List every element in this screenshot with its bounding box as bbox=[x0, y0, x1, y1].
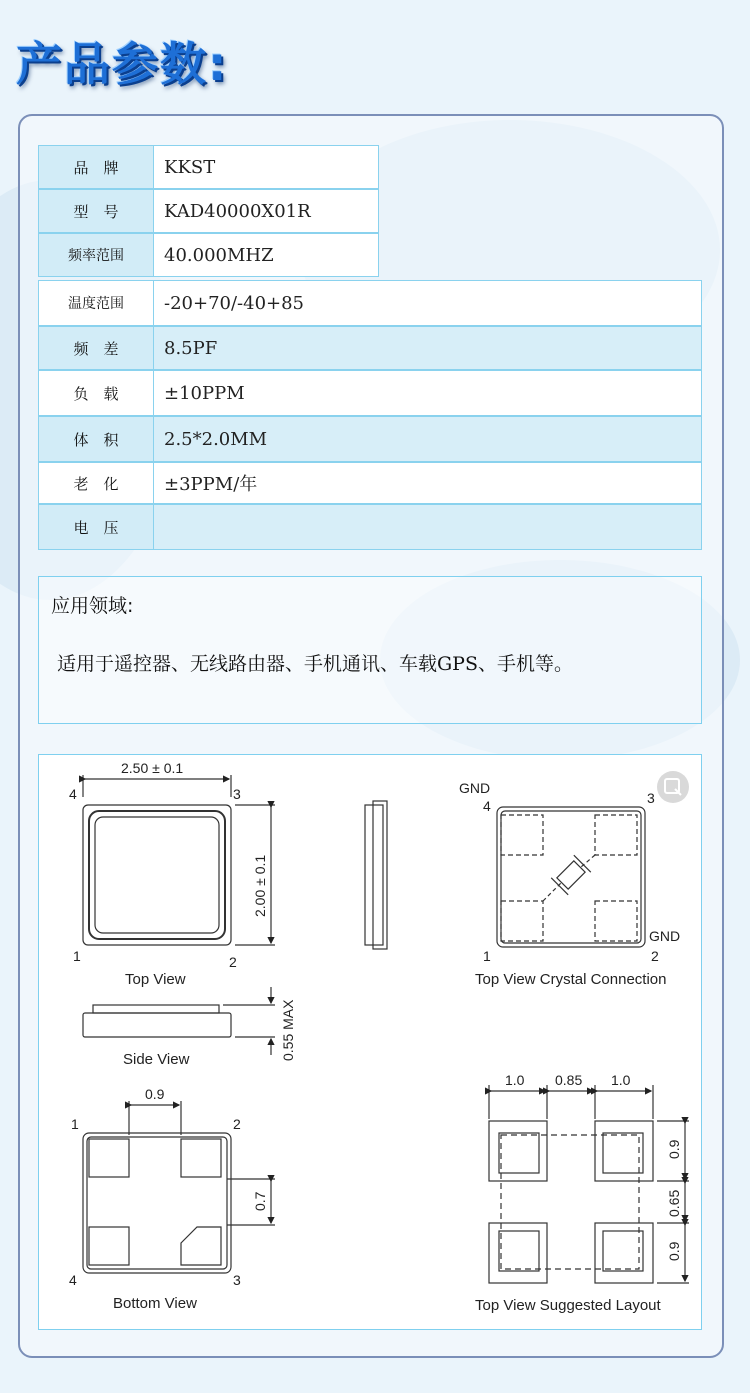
side-view-caption: Side View bbox=[123, 1051, 190, 1068]
spec-label: 体 积 bbox=[38, 416, 154, 462]
spec-label: 品 牌 bbox=[38, 145, 154, 189]
spec-value: KAD40000X01R bbox=[154, 189, 379, 233]
gnd-label: GND bbox=[459, 780, 491, 796]
layout-dim: 0.9 bbox=[666, 1139, 682, 1159]
spec-row-frequency bbox=[38, 233, 379, 277]
spec-label: 频率范围 bbox=[38, 233, 154, 277]
side-view bbox=[83, 987, 275, 1055]
spec-value: 40.000MHZ bbox=[154, 233, 379, 277]
pin-label: 3 bbox=[233, 786, 241, 802]
spec-row-load bbox=[38, 370, 702, 416]
crystal-connection-caption: Top View Crystal Connection bbox=[475, 971, 667, 988]
suggested-layout-caption: Top View Suggested Layout bbox=[475, 1297, 661, 1314]
spec-row-model bbox=[38, 189, 379, 233]
top-view-caption: Top View bbox=[125, 971, 186, 988]
spec-row-brand bbox=[38, 145, 379, 189]
pin-label: 2 bbox=[233, 1116, 241, 1132]
spec-row-voltage bbox=[38, 504, 702, 550]
crystal-connection-view bbox=[497, 807, 645, 947]
spec-label: 型 号 bbox=[38, 189, 154, 233]
spec-value: 8.5PF bbox=[154, 326, 702, 370]
spec-value bbox=[154, 504, 702, 550]
gnd-label: GND bbox=[649, 928, 681, 944]
bottom-view-caption: Bottom View bbox=[113, 1295, 197, 1312]
dimension-drawing-svg bbox=[39, 755, 703, 1331]
layout-dim: 1.0 bbox=[505, 1072, 525, 1088]
spec-label: 负 载 bbox=[38, 370, 154, 416]
spec-label: 温度范围 bbox=[38, 280, 154, 326]
top-view bbox=[83, 775, 275, 945]
spec-row-aging bbox=[38, 462, 702, 504]
layout-dim: 0.65 bbox=[666, 1189, 682, 1217]
spec-row-temperature bbox=[38, 280, 702, 326]
bottom-view-vgap-dim: 0.7 bbox=[252, 1191, 268, 1211]
pin-label: 2 bbox=[229, 954, 237, 970]
spec-row-deviation bbox=[38, 326, 702, 370]
pin-label: 4 bbox=[483, 798, 491, 814]
zoom-icon[interactable] bbox=[657, 771, 689, 803]
spec-label: 老 化 bbox=[38, 462, 154, 504]
pin-label: 4 bbox=[69, 786, 77, 802]
pin-label: 3 bbox=[233, 1272, 241, 1288]
suggested-layout-view bbox=[489, 1085, 689, 1283]
dimension-drawing bbox=[38, 754, 702, 1330]
top-view-width-dim: 2.50 ± 0.1 bbox=[121, 760, 184, 776]
spec-label: 频 差 bbox=[38, 326, 154, 370]
layout-dim: 0.85 bbox=[555, 1072, 583, 1088]
layout-dim: 0.9 bbox=[666, 1241, 682, 1261]
spec-value: KKST bbox=[154, 145, 379, 189]
spec-value: -20+70/-40+85 bbox=[154, 280, 702, 326]
pin-label: 1 bbox=[483, 948, 491, 964]
pin-label: 3 bbox=[647, 790, 655, 806]
side-view-height-dim: 0.55 MAX bbox=[280, 999, 296, 1061]
pin-label: 1 bbox=[71, 1116, 79, 1132]
top-view-height-dim: 2.00 ± 0.1 bbox=[252, 854, 268, 917]
bottom-view-gap-dim: 0.9 bbox=[145, 1086, 165, 1102]
spec-value: ±10PPM bbox=[154, 370, 702, 416]
bottom-view bbox=[83, 1101, 275, 1273]
application-heading: 应用领域: bbox=[51, 595, 134, 617]
pin-label: 1 bbox=[73, 948, 81, 964]
application-text: 适用于遥控器、无线路由器、手机通讯、车载GPS、手机等。 bbox=[57, 653, 573, 675]
spec-label: 电 压 bbox=[38, 504, 154, 550]
spec-row-size bbox=[38, 416, 702, 462]
layout-dim: 1.0 bbox=[611, 1072, 631, 1088]
side-profile bbox=[365, 801, 387, 949]
application-box bbox=[38, 576, 702, 724]
pin-label: 4 bbox=[69, 1272, 77, 1288]
spec-value: ±3PPM/年 bbox=[154, 462, 702, 504]
spec-value: 2.5*2.0MM bbox=[154, 416, 702, 462]
page-title: 产品参数: bbox=[16, 37, 229, 91]
pin-label: 2 bbox=[651, 948, 659, 964]
